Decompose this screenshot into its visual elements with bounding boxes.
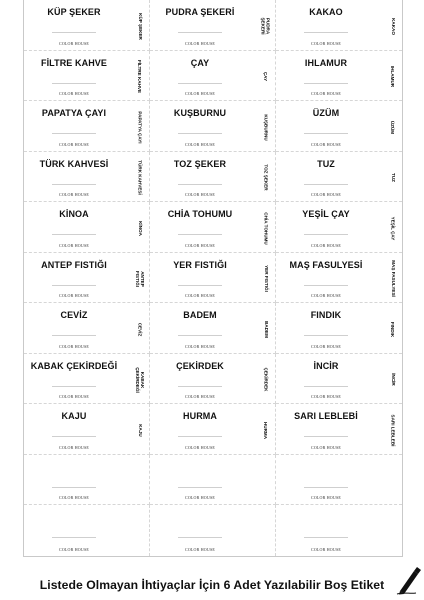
label-side-text-box <box>259 410 273 450</box>
label-title: YER FISTIĞI <box>173 259 227 270</box>
label-title: IHLAMUR <box>304 57 348 68</box>
label-side-text: YER FISTIĞI <box>263 265 269 293</box>
write-line <box>52 537 96 538</box>
write-line <box>178 133 222 134</box>
label-side-text-box <box>386 208 400 248</box>
label-side-text: BADEM <box>263 320 269 338</box>
label-side-text-box <box>133 107 147 147</box>
write-line <box>178 83 222 84</box>
blank-label-card <box>150 455 276 506</box>
label-side-text-box <box>133 6 147 46</box>
brand-text: COLOR HOUSE <box>310 547 342 552</box>
write-line <box>304 133 348 134</box>
label-title: ÇAY <box>190 57 210 68</box>
label-card <box>276 101 402 152</box>
label-side-text-box <box>133 158 147 198</box>
label-card <box>150 303 276 354</box>
label-side-text-box <box>259 107 273 147</box>
label-title: CEVİZ <box>60 310 88 321</box>
label-side-text: KÜP ŞEKER <box>137 12 143 40</box>
label-title: ÇEKİRDEK <box>176 360 224 371</box>
write-line <box>52 285 96 286</box>
brand-text: COLOR HOUSE <box>310 444 342 450</box>
label-side-text-box <box>259 259 273 299</box>
label-side-text: KAKAO <box>390 17 396 35</box>
label-title: YEŞİL ÇAY <box>302 209 350 220</box>
brand-text: COLOR HOUSE <box>184 343 216 349</box>
label-side-text-box <box>259 158 273 198</box>
label-side-text: TOZ ŞEKER <box>263 164 269 191</box>
label-title: SARI LEBLEBİ <box>294 411 358 422</box>
write-line <box>52 487 96 488</box>
label-side-text: TÜRK KAHVESİ <box>137 160 143 195</box>
blank-label-card <box>276 455 402 506</box>
write-line <box>178 234 222 235</box>
brand-text: COLOR HOUSE <box>58 141 90 147</box>
brand-text: COLOR HOUSE <box>184 242 216 248</box>
label-card <box>276 0 402 51</box>
blank-label-card <box>24 455 150 506</box>
label-side-text: SARI LEBLEBİ <box>390 414 396 447</box>
label-side-text: KABAK ÇEKİRDEĞİ <box>135 367 145 393</box>
label-card <box>150 101 276 152</box>
label-card <box>276 303 402 354</box>
label-side-text: IHLAMUR <box>390 65 396 88</box>
label-side-text-box <box>386 309 400 349</box>
label-side-text: KİNOA <box>137 220 143 236</box>
label-title: HURMA <box>183 411 217 422</box>
label-title: KABAK ÇEKİRDEĞİ <box>30 360 118 371</box>
brand-text: COLOR HOUSE <box>58 343 90 349</box>
brand-text: COLOR HOUSE <box>184 394 216 400</box>
label-title: KUŞBURNU <box>173 108 227 119</box>
brand-text: COLOR HOUSE <box>184 547 216 552</box>
label-side-text-box <box>386 57 400 97</box>
brand-text: COLOR HOUSE <box>310 495 342 501</box>
label-side-text-box <box>133 57 147 97</box>
write-line <box>52 184 96 185</box>
write-line <box>304 386 348 387</box>
label-title: FINDIK <box>310 310 342 321</box>
label-title: PAPATYA ÇAYI <box>41 108 107 119</box>
label-side-text-box <box>386 259 400 299</box>
brand-text: COLOR HOUSE <box>310 91 342 97</box>
write-line <box>52 83 96 84</box>
write-line <box>304 487 348 488</box>
write-line <box>304 234 348 235</box>
label-card <box>150 51 276 102</box>
write-line <box>178 436 222 437</box>
label-card <box>24 354 150 405</box>
label-side-text-box <box>133 208 147 248</box>
blank-label-card <box>276 505 402 556</box>
caption-text: Listede Olmayan İhtiyaçlar İçin 6 Adet Yazılabilir Boş Etiket <box>39 578 385 592</box>
label-card <box>150 354 276 405</box>
label-title: PUDRA ŞEKERİ <box>165 7 235 17</box>
label-side-text-box <box>386 410 400 450</box>
label-side-text: PUDRA ŞEKERİ <box>261 17 272 35</box>
label-card <box>276 404 402 455</box>
brand-text: COLOR HOUSE <box>184 293 216 299</box>
label-card <box>24 0 150 51</box>
label-side-text-box <box>386 107 400 147</box>
brand-text: COLOR HOUSE <box>184 495 216 501</box>
label-title: İNCİR <box>313 360 339 371</box>
label-card <box>276 51 402 102</box>
brand-text: COLOR HOUSE <box>58 394 90 400</box>
brand-text: COLOR HOUSE <box>184 40 216 46</box>
brand-text: COLOR HOUSE <box>310 343 342 349</box>
label-side-text-box <box>386 360 400 400</box>
label-card <box>24 101 150 152</box>
write-line <box>52 133 96 134</box>
label-side-text-box <box>259 57 273 97</box>
brand-text: COLOR HOUSE <box>58 242 90 248</box>
brand-text: COLOR HOUSE <box>58 293 90 299</box>
label-title: KAKAO <box>309 7 343 17</box>
label-side-text-box <box>133 360 147 400</box>
write-line <box>304 537 348 538</box>
blank-label-card <box>24 505 150 556</box>
label-side-text: MAŞ FASULYESİ <box>390 260 396 298</box>
label-card <box>276 253 402 304</box>
write-line <box>52 234 96 235</box>
write-line <box>178 335 222 336</box>
write-line <box>178 285 222 286</box>
label-side-text-box <box>259 511 273 551</box>
label-side-text-box <box>259 461 273 501</box>
label-side-text-box <box>133 309 147 349</box>
label-card <box>150 202 276 253</box>
label-side-text-box <box>259 360 273 400</box>
label-title: KAJU <box>61 411 87 422</box>
label-side-text: TUZ <box>390 173 396 183</box>
label-card <box>24 404 150 455</box>
label-side-text: YEŞİL ÇAY <box>390 216 396 241</box>
label-card <box>24 51 150 102</box>
label-card <box>150 0 276 51</box>
brand-text: COLOR HOUSE <box>310 394 342 400</box>
label-side-text: HURMA <box>263 421 269 439</box>
label-card <box>276 202 402 253</box>
label-title: KİNOA <box>59 209 89 220</box>
label-sheet <box>23 0 403 557</box>
label-title: CHİA TOHUMU <box>167 209 233 220</box>
brand-text: COLOR HOUSE <box>310 242 342 248</box>
brand-text: COLOR HOUSE <box>58 547 90 552</box>
label-side-text: ANTEP FISTIĞI <box>135 270 146 287</box>
write-line <box>304 285 348 286</box>
brand-text: COLOR HOUSE <box>184 192 216 198</box>
brand-text: COLOR HOUSE <box>58 40 90 46</box>
write-line <box>178 386 222 387</box>
write-line <box>304 184 348 185</box>
label-side-text-box <box>386 461 400 501</box>
write-line <box>52 436 96 437</box>
label-side-text-box <box>386 6 400 46</box>
brand-text: COLOR HOUSE <box>310 293 342 299</box>
label-title: TUZ <box>317 158 335 169</box>
write-line <box>52 386 96 387</box>
brand-text: COLOR HOUSE <box>310 40 342 46</box>
brand-text: COLOR HOUSE <box>310 141 342 147</box>
label-title: BADEM <box>183 310 217 321</box>
label-side-text-box <box>133 511 147 551</box>
label-side-text: CHİA TOHUMU <box>263 211 269 245</box>
write-line <box>178 537 222 538</box>
write-line <box>52 32 96 33</box>
label-side-text: KAJU <box>137 424 143 437</box>
label-side-text-box <box>259 309 273 349</box>
brand-text: COLOR HOUSE <box>58 444 90 450</box>
brand-text: COLOR HOUSE <box>184 444 216 450</box>
label-side-text-box <box>259 208 273 248</box>
label-title: TÜRK KAHVESİ <box>39 158 109 169</box>
label-title: TOZ ŞEKER <box>173 158 227 169</box>
label-side-text-box <box>133 259 147 299</box>
write-line <box>304 436 348 437</box>
blank-label-card <box>150 505 276 556</box>
label-side-text: CEVİZ <box>137 322 143 337</box>
brand-text: COLOR HOUSE <box>310 192 342 198</box>
label-card <box>24 202 150 253</box>
label-side-text-box <box>386 158 400 198</box>
write-line <box>304 32 348 33</box>
pen-icon <box>396 565 422 595</box>
label-side-text: KUŞBURNU <box>263 113 269 141</box>
label-side-text: İNCİR <box>390 373 396 387</box>
label-title: FİLTRE KAHVE <box>40 57 108 68</box>
label-title: ANTEP FISTIĞI <box>41 259 107 270</box>
label-card <box>24 152 150 203</box>
brand-text: COLOR HOUSE <box>58 495 90 501</box>
label-title: MAŞ FASULYESİ <box>289 259 363 270</box>
label-side-text: FINDIK <box>390 321 396 337</box>
write-line <box>52 335 96 336</box>
label-title: ÜZÜM <box>312 108 340 119</box>
label-title: KÜP ŞEKER <box>47 7 101 17</box>
write-line <box>304 83 348 84</box>
label-card <box>276 354 402 405</box>
label-side-text: PAPATYA ÇAYI <box>137 110 143 144</box>
label-side-text: FİLTRE KAHVE <box>137 59 143 94</box>
label-card <box>276 152 402 203</box>
brand-text: COLOR HOUSE <box>184 91 216 97</box>
label-card <box>24 253 150 304</box>
label-card <box>150 152 276 203</box>
write-line <box>178 184 222 185</box>
label-side-text-box <box>259 6 273 46</box>
label-side-text: ÇAY <box>263 71 269 82</box>
brand-text: COLOR HOUSE <box>58 192 90 198</box>
write-line <box>178 32 222 33</box>
label-card <box>150 404 276 455</box>
label-side-text-box <box>133 461 147 501</box>
brand-text: COLOR HOUSE <box>184 141 216 147</box>
brand-text: COLOR HOUSE <box>58 91 90 97</box>
label-side-text: ÜZÜM <box>390 120 396 134</box>
label-side-text-box <box>133 410 147 450</box>
write-line <box>304 335 348 336</box>
write-line <box>178 487 222 488</box>
label-side-text-box <box>386 511 400 551</box>
label-card <box>24 303 150 354</box>
label-card <box>150 253 276 304</box>
label-side-text: ÇEKİRDEK <box>263 367 269 392</box>
